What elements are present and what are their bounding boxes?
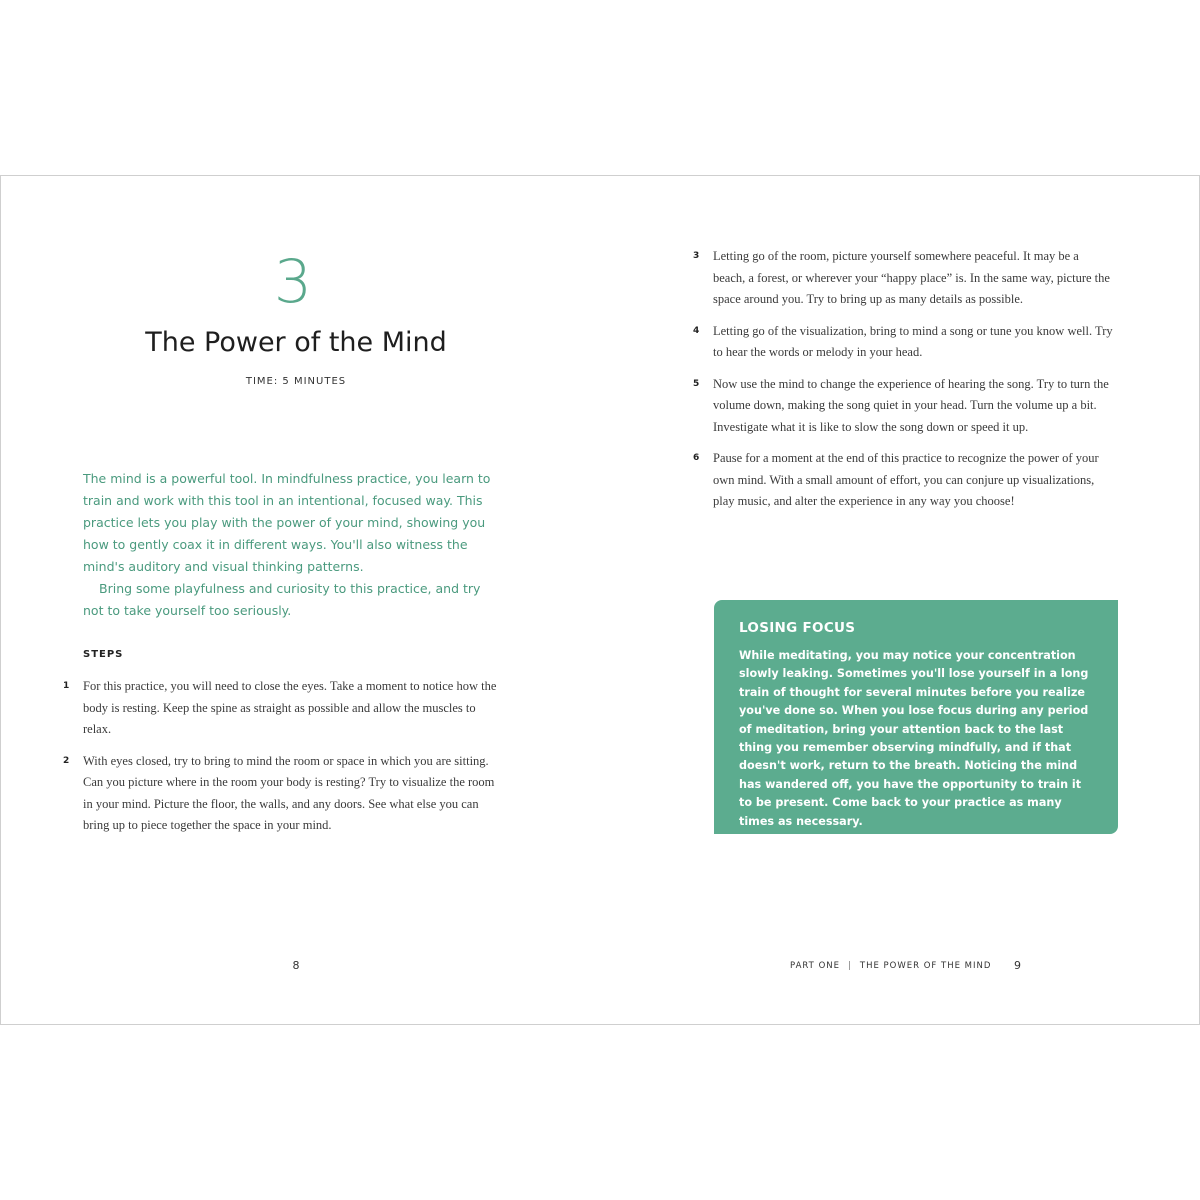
- page-number-left: 8: [292, 959, 300, 972]
- step-number: 5: [693, 378, 700, 389]
- sidebar-body: While meditating, you may notice your concentration slowly leaking. Sometimes you'll lose yourself in a long train of thought for several minutes before you realize you've done so. When you lose focus during any period of meditation, bring your attention back to the last thing you remember observing mindfully, and if that doesn't work, return to the breath. Noticing the mind has wandered off, you have the opportunity to train it to be present. Come back to your practice as many times as necessary.: [739, 649, 1089, 828]
- step-text: With eyes closed, try to bring to mind the room or space in which you are sitting. Can you picture where in the room your body is resting? Try to visualize the room in your mind. Picture the floor, the walls, and any doors. See what else you can bring up to piece together the space in your mind.: [83, 753, 495, 832]
- steps-heading: STEPS: [83, 649, 124, 660]
- chapter-number: 3: [273, 247, 313, 317]
- intro-paragraph: Bring some playfulness and curiosity to this practice, and try not to take yourself too seriously.: [83, 581, 481, 618]
- footer-section: THE POWER OF THE MIND: [859, 961, 992, 971]
- step-text: Letting go of the room, picture yourself somewhere peaceful. It may be a beach, a forest, or wherever your “happy place” is. In the same way, picture the space around you. Try to bring up as many details as possible.: [713, 249, 1110, 306]
- chapter-title: The Power of the Mind: [145, 327, 447, 358]
- footer-part: PART ONE: [790, 961, 840, 971]
- step-text: Pause for a moment at the end of this practice to recognize the power of your own mind. With a small amount of effort, you can conjure up visualizations, play music, and alter the experience in any way you choose!: [713, 451, 1099, 508]
- step-item: [693, 246, 1113, 311]
- time-label: TIME: 5 MINUTES: [245, 376, 347, 387]
- steps-list-right: [693, 246, 1113, 523]
- step-number: 2: [63, 755, 70, 766]
- step-text: Now use the mind to change the experience of hearing the song. Try to turn the volume down, making the song quiet in your head. Turn the volume up a bit. Investigate what it is like to slow the song down or speed it up.: [713, 376, 1109, 434]
- book-spread: [0, 175, 1200, 1025]
- step-text: For this practice, you will need to close the eyes. Take a moment to notice how the body is resting. Keep the spine as straight as possible and allow the muscles to relax.: [83, 679, 497, 736]
- intro-text: [83, 468, 503, 622]
- step-number: 3: [693, 251, 700, 261]
- step-item: [693, 374, 1113, 439]
- footer-separator: |: [848, 961, 852, 971]
- step-number: 6: [693, 453, 700, 463]
- steps-list-left: [63, 676, 503, 847]
- running-footer: [790, 961, 1090, 971]
- sidebar-title: LOSING FOCUS: [739, 620, 856, 636]
- losing-focus-sidebar: [714, 600, 1118, 834]
- step-item: [63, 751, 503, 837]
- page-number-right: 9: [1014, 959, 1021, 972]
- step-text: Letting go of the visualization, bring to mind a song or tune you know well. Try to hear the words or melody in your head.: [713, 323, 1113, 359]
- step-item: [693, 448, 1113, 513]
- intro-paragraph: The mind is a powerful tool. In mindfulness practice, you learn to train and work with this tool in an intentional, focused way. This practice lets you play with the power of your mind, showing you how to gently coax it in different ways. You'll also witness the mind's auditory and visual thinking patterns.: [83, 471, 491, 574]
- step-item: [693, 321, 1113, 364]
- step-number: 4: [693, 325, 700, 336]
- right-page: [600, 176, 1199, 1024]
- step-item: [63, 676, 503, 741]
- left-page: [1, 176, 600, 1024]
- step-number: 1: [63, 681, 70, 691]
